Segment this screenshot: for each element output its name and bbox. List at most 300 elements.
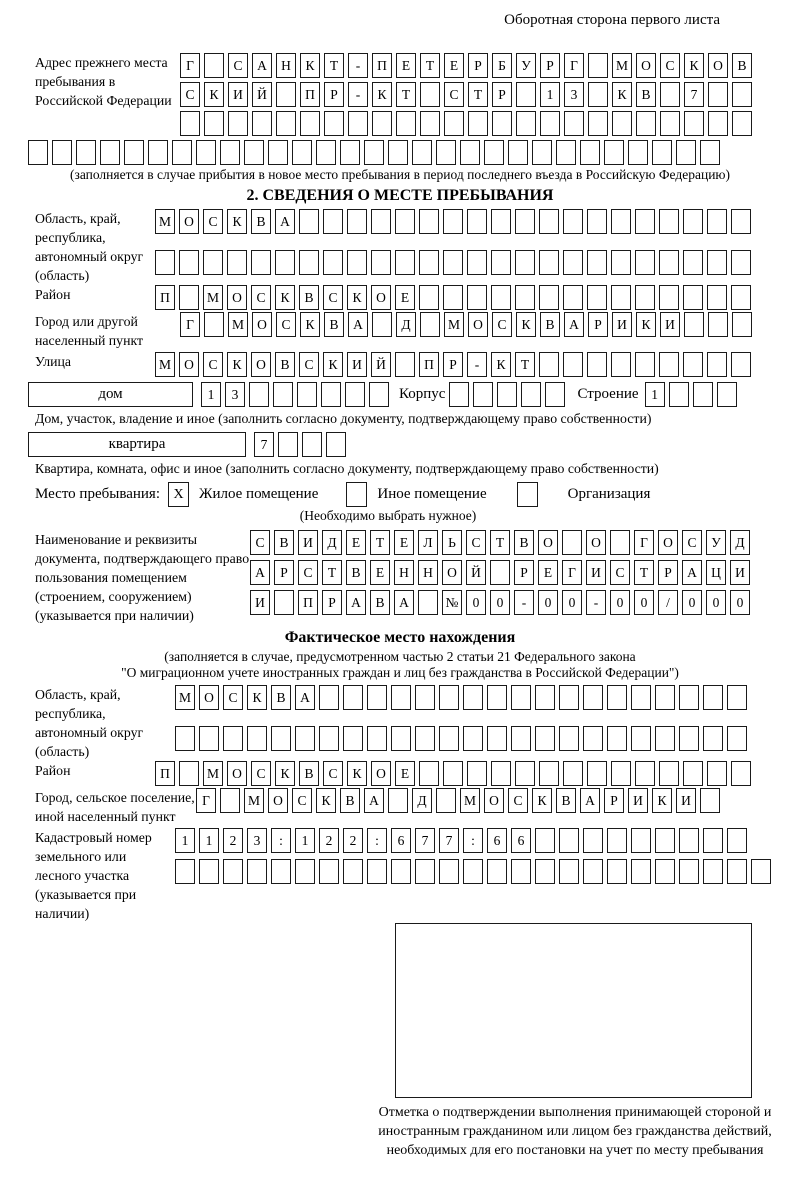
char-cell[interactable]: Т <box>324 53 344 78</box>
char-cell[interactable] <box>292 140 312 165</box>
char-cell[interactable]: Л <box>418 530 438 555</box>
char-cell[interactable]: О <box>371 285 391 310</box>
char-cell[interactable] <box>467 285 487 310</box>
char-cell[interactable]: 6 <box>487 828 507 853</box>
char-cell[interactable] <box>439 726 459 751</box>
char-cell[interactable] <box>419 761 439 786</box>
char-cell[interactable]: М <box>175 685 195 710</box>
char-cell[interactable] <box>683 285 703 310</box>
char-cell[interactable]: 3 <box>564 82 584 107</box>
char-cell[interactable] <box>708 312 728 337</box>
char-cell[interactable] <box>179 761 199 786</box>
char-cell[interactable] <box>583 726 603 751</box>
char-cell[interactable] <box>684 111 704 136</box>
char-cell[interactable] <box>727 828 747 853</box>
char-cell[interactable] <box>372 312 392 337</box>
char-cell[interactable]: П <box>419 352 439 377</box>
char-cell[interactable] <box>607 726 627 751</box>
char-cell[interactable] <box>659 285 679 310</box>
char-cell[interactable]: О <box>636 53 656 78</box>
char-cell[interactable] <box>636 111 656 136</box>
char-cell[interactable] <box>511 685 531 710</box>
char-cell[interactable] <box>295 859 315 884</box>
char-cell[interactable] <box>700 140 720 165</box>
char-cell[interactable] <box>203 250 223 275</box>
char-cell[interactable]: Р <box>658 560 678 585</box>
char-cell[interactable]: 1 <box>645 382 665 407</box>
char-cell[interactable] <box>180 111 200 136</box>
char-cell[interactable]: Д <box>396 312 416 337</box>
char-cell[interactable] <box>580 140 600 165</box>
char-cell[interactable] <box>515 285 535 310</box>
char-cell[interactable] <box>559 726 579 751</box>
char-cell[interactable]: С <box>298 560 318 585</box>
char-cell[interactable] <box>732 111 752 136</box>
char-cell[interactable] <box>545 382 565 407</box>
char-cell[interactable]: 0 <box>538 590 558 615</box>
char-cell[interactable]: И <box>628 788 648 813</box>
char-cell[interactable] <box>511 726 531 751</box>
char-cell[interactable] <box>319 685 339 710</box>
char-cell[interactable]: И <box>586 560 606 585</box>
char-cell[interactable] <box>604 140 624 165</box>
char-cell[interactable]: О <box>179 352 199 377</box>
char-cell[interactable] <box>124 140 144 165</box>
char-cell[interactable]: 1 <box>199 828 219 853</box>
char-cell[interactable] <box>521 382 541 407</box>
char-cell[interactable]: Д <box>412 788 432 813</box>
char-cell[interactable]: О <box>484 788 504 813</box>
char-cell[interactable] <box>559 859 579 884</box>
char-cell[interactable]: С <box>276 312 296 337</box>
char-cell[interactable]: Д <box>322 530 342 555</box>
checkbox-zhiloe[interactable]: X <box>168 482 189 507</box>
char-cell[interactable]: Й <box>466 560 486 585</box>
char-cell[interactable]: И <box>612 312 632 337</box>
char-cell[interactable] <box>703 726 723 751</box>
char-cell[interactable]: В <box>274 530 294 555</box>
char-cell[interactable] <box>611 761 631 786</box>
char-cell[interactable]: Т <box>634 560 654 585</box>
char-cell[interactable] <box>468 111 488 136</box>
char-cell[interactable]: К <box>316 788 336 813</box>
char-cell[interactable]: М <box>203 761 223 786</box>
char-cell[interactable] <box>703 828 723 853</box>
char-cell[interactable] <box>463 685 483 710</box>
char-cell[interactable]: М <box>155 209 175 234</box>
char-cell[interactable]: О <box>268 788 288 813</box>
char-cell[interactable] <box>490 560 510 585</box>
char-cell[interactable]: Е <box>394 530 414 555</box>
char-cell[interactable] <box>179 285 199 310</box>
checkbox-organizaciya[interactable] <box>517 482 538 507</box>
char-cell[interactable] <box>515 761 535 786</box>
char-cell[interactable] <box>391 859 411 884</box>
char-cell[interactable] <box>348 111 368 136</box>
char-cell[interactable]: О <box>538 530 558 555</box>
char-cell[interactable] <box>220 140 240 165</box>
char-cell[interactable]: 1 <box>201 382 221 407</box>
char-cell[interactable] <box>300 111 320 136</box>
char-cell[interactable] <box>693 382 713 407</box>
char-cell[interactable]: Г <box>634 530 654 555</box>
char-cell[interactable]: 0 <box>730 590 750 615</box>
char-cell[interactable] <box>367 859 387 884</box>
char-cell[interactable]: А <box>346 590 366 615</box>
char-cell[interactable] <box>683 250 703 275</box>
char-cell[interactable] <box>587 761 607 786</box>
char-cell[interactable] <box>473 382 493 407</box>
char-cell[interactable]: А <box>252 53 272 78</box>
char-cell[interactable]: 3 <box>247 828 267 853</box>
char-cell[interactable]: Р <box>468 53 488 78</box>
char-cell[interactable]: Р <box>322 590 342 615</box>
char-cell[interactable]: 0 <box>706 590 726 615</box>
char-cell[interactable]: П <box>155 285 175 310</box>
char-cell[interactable] <box>535 859 555 884</box>
char-cell[interactable]: А <box>250 560 270 585</box>
char-cell[interactable] <box>659 250 679 275</box>
char-cell[interactable] <box>319 859 339 884</box>
char-cell[interactable] <box>415 859 435 884</box>
char-cell[interactable]: С <box>660 53 680 78</box>
char-cell[interactable]: Е <box>370 560 390 585</box>
char-cell[interactable] <box>700 788 720 813</box>
char-cell[interactable]: В <box>299 761 319 786</box>
char-cell[interactable] <box>395 250 415 275</box>
char-cell[interactable] <box>607 828 627 853</box>
char-cell[interactable]: С <box>250 530 270 555</box>
char-cell[interactable]: К <box>275 761 295 786</box>
char-cell[interactable] <box>659 352 679 377</box>
char-cell[interactable]: К <box>347 761 367 786</box>
char-cell[interactable]: В <box>324 312 344 337</box>
char-cell[interactable]: И <box>730 560 750 585</box>
char-cell[interactable] <box>731 285 751 310</box>
char-cell[interactable]: С <box>466 530 486 555</box>
char-cell[interactable] <box>324 111 344 136</box>
char-cell[interactable] <box>347 250 367 275</box>
char-cell[interactable] <box>556 140 576 165</box>
char-cell[interactable] <box>415 726 435 751</box>
char-cell[interactable] <box>611 352 631 377</box>
char-cell[interactable]: И <box>660 312 680 337</box>
char-cell[interactable] <box>717 382 737 407</box>
char-cell[interactable] <box>175 726 195 751</box>
char-cell[interactable]: 0 <box>490 590 510 615</box>
char-cell[interactable] <box>412 140 432 165</box>
char-cell[interactable]: И <box>250 590 270 615</box>
char-cell[interactable]: К <box>300 312 320 337</box>
char-cell[interactable] <box>588 53 608 78</box>
char-cell[interactable] <box>297 382 317 407</box>
char-cell[interactable]: 6 <box>391 828 411 853</box>
char-cell[interactable] <box>683 209 703 234</box>
char-cell[interactable] <box>539 209 559 234</box>
char-cell[interactable] <box>444 111 464 136</box>
char-cell[interactable] <box>564 111 584 136</box>
char-cell[interactable] <box>228 111 248 136</box>
char-cell[interactable] <box>535 726 555 751</box>
char-cell[interactable]: Е <box>444 53 464 78</box>
char-cell[interactable] <box>295 726 315 751</box>
char-cell[interactable]: 0 <box>466 590 486 615</box>
char-cell[interactable] <box>587 352 607 377</box>
char-cell[interactable]: 1 <box>175 828 195 853</box>
char-cell[interactable] <box>369 382 389 407</box>
char-cell[interactable]: 7 <box>684 82 704 107</box>
char-cell[interactable] <box>628 140 648 165</box>
char-cell[interactable]: К <box>684 53 704 78</box>
char-cell[interactable] <box>635 285 655 310</box>
char-cell[interactable]: О <box>179 209 199 234</box>
char-cell[interactable] <box>635 209 655 234</box>
char-cell[interactable]: - <box>348 82 368 107</box>
char-cell[interactable] <box>635 250 655 275</box>
char-cell[interactable] <box>751 859 771 884</box>
char-cell[interactable] <box>679 859 699 884</box>
char-cell[interactable]: В <box>540 312 560 337</box>
char-cell[interactable]: О <box>227 285 247 310</box>
char-cell[interactable]: С <box>251 285 271 310</box>
char-cell[interactable] <box>539 352 559 377</box>
char-cell[interactable] <box>539 250 559 275</box>
char-cell[interactable]: А <box>364 788 384 813</box>
char-cell[interactable] <box>487 685 507 710</box>
char-cell[interactable] <box>439 685 459 710</box>
char-cell[interactable] <box>463 726 483 751</box>
char-cell[interactable]: Т <box>515 352 535 377</box>
char-cell[interactable] <box>676 140 696 165</box>
char-cell[interactable] <box>199 726 219 751</box>
char-cell[interactable]: М <box>444 312 464 337</box>
char-cell[interactable] <box>395 352 415 377</box>
char-cell[interactable] <box>559 685 579 710</box>
char-cell[interactable]: С <box>299 352 319 377</box>
char-cell[interactable] <box>100 140 120 165</box>
char-cell[interactable]: Е <box>538 560 558 585</box>
char-cell[interactable] <box>252 111 272 136</box>
char-cell[interactable] <box>497 382 517 407</box>
char-cell[interactable] <box>251 250 271 275</box>
char-cell[interactable]: Б <box>492 53 512 78</box>
char-cell[interactable] <box>515 209 535 234</box>
char-cell[interactable]: В <box>251 209 271 234</box>
char-cell[interactable] <box>631 685 651 710</box>
char-cell[interactable] <box>631 726 651 751</box>
char-cell[interactable] <box>610 530 630 555</box>
char-cell[interactable]: П <box>298 590 318 615</box>
char-cell[interactable] <box>467 209 487 234</box>
char-cell[interactable] <box>539 285 559 310</box>
char-cell[interactable]: 0 <box>682 590 702 615</box>
char-cell[interactable]: 2 <box>343 828 363 853</box>
char-cell[interactable]: С <box>292 788 312 813</box>
char-cell[interactable] <box>562 530 582 555</box>
char-cell[interactable]: : <box>367 828 387 853</box>
char-cell[interactable] <box>460 140 480 165</box>
char-cell[interactable]: И <box>228 82 248 107</box>
char-cell[interactable]: - <box>348 53 368 78</box>
char-cell[interactable] <box>731 209 751 234</box>
char-cell[interactable] <box>179 250 199 275</box>
char-cell[interactable] <box>372 111 392 136</box>
char-cell[interactable] <box>247 726 267 751</box>
char-cell[interactable] <box>276 111 296 136</box>
char-cell[interactable] <box>679 685 699 710</box>
char-cell[interactable]: М <box>612 53 632 78</box>
char-cell[interactable]: М <box>228 312 248 337</box>
char-cell[interactable]: Р <box>324 82 344 107</box>
char-cell[interactable] <box>511 859 531 884</box>
char-cell[interactable] <box>371 209 391 234</box>
char-cell[interactable]: : <box>463 828 483 853</box>
char-cell[interactable] <box>343 726 363 751</box>
char-cell[interactable]: Ь <box>442 530 462 555</box>
char-cell[interactable]: В <box>275 352 295 377</box>
char-cell[interactable] <box>563 250 583 275</box>
char-cell[interactable] <box>727 726 747 751</box>
char-cell[interactable] <box>364 140 384 165</box>
char-cell[interactable] <box>371 250 391 275</box>
char-cell[interactable]: К <box>227 352 247 377</box>
char-cell[interactable] <box>52 140 72 165</box>
char-cell[interactable] <box>587 285 607 310</box>
char-cell[interactable] <box>449 382 469 407</box>
char-cell[interactable] <box>367 685 387 710</box>
char-cell[interactable]: Й <box>252 82 272 107</box>
char-cell[interactable] <box>707 250 727 275</box>
char-cell[interactable]: С <box>508 788 528 813</box>
char-cell[interactable] <box>563 352 583 377</box>
char-cell[interactable] <box>631 859 651 884</box>
char-cell[interactable]: О <box>252 312 272 337</box>
char-cell[interactable]: Г <box>562 560 582 585</box>
char-cell[interactable] <box>388 788 408 813</box>
char-cell[interactable]: 1 <box>540 82 560 107</box>
char-cell[interactable] <box>76 140 96 165</box>
char-cell[interactable]: М <box>460 788 480 813</box>
char-cell[interactable]: Г <box>180 53 200 78</box>
char-cell[interactable] <box>508 140 528 165</box>
char-cell[interactable] <box>659 761 679 786</box>
char-cell[interactable] <box>635 352 655 377</box>
char-cell[interactable] <box>396 111 416 136</box>
char-cell[interactable]: С <box>610 560 630 585</box>
char-cell[interactable]: К <box>491 352 511 377</box>
char-cell[interactable] <box>540 111 560 136</box>
char-cell[interactable]: И <box>676 788 696 813</box>
char-cell[interactable] <box>439 859 459 884</box>
char-cell[interactable]: Т <box>370 530 390 555</box>
char-cell[interactable] <box>655 859 675 884</box>
char-cell[interactable] <box>175 859 195 884</box>
char-cell[interactable]: В <box>370 590 390 615</box>
char-cell[interactable] <box>323 250 343 275</box>
char-cell[interactable] <box>347 209 367 234</box>
char-cell[interactable] <box>299 209 319 234</box>
char-cell[interactable] <box>463 859 483 884</box>
char-cell[interactable] <box>196 140 216 165</box>
char-cell[interactable] <box>467 761 487 786</box>
char-cell[interactable] <box>559 828 579 853</box>
char-cell[interactable] <box>731 352 751 377</box>
char-cell[interactable] <box>273 382 293 407</box>
char-cell[interactable] <box>727 859 747 884</box>
char-cell[interactable] <box>276 82 296 107</box>
char-cell[interactable]: С <box>492 312 512 337</box>
char-cell[interactable] <box>731 250 751 275</box>
char-cell[interactable] <box>299 250 319 275</box>
char-cell[interactable]: Е <box>346 530 366 555</box>
char-cell[interactable]: О <box>227 761 247 786</box>
char-cell[interactable] <box>223 726 243 751</box>
char-cell[interactable]: С <box>251 761 271 786</box>
char-cell[interactable] <box>199 859 219 884</box>
char-cell[interactable]: Р <box>540 53 560 78</box>
char-cell[interactable]: И <box>298 530 318 555</box>
char-cell[interactable]: А <box>295 685 315 710</box>
char-cell[interactable] <box>467 250 487 275</box>
char-cell[interactable]: С <box>444 82 464 107</box>
char-cell[interactable] <box>278 432 298 457</box>
char-cell[interactable] <box>367 726 387 751</box>
char-cell[interactable]: В <box>340 788 360 813</box>
char-cell[interactable] <box>516 82 536 107</box>
char-cell[interactable] <box>345 382 365 407</box>
char-cell[interactable] <box>731 761 751 786</box>
char-cell[interactable]: А <box>275 209 295 234</box>
char-cell[interactable] <box>419 250 439 275</box>
char-cell[interactable] <box>204 53 224 78</box>
char-cell[interactable] <box>487 726 507 751</box>
char-cell[interactable]: Р <box>588 312 608 337</box>
char-cell[interactable] <box>583 859 603 884</box>
char-cell[interactable]: О <box>586 530 606 555</box>
char-cell[interactable]: В <box>346 560 366 585</box>
char-cell[interactable]: Т <box>396 82 416 107</box>
char-cell[interactable]: А <box>682 560 702 585</box>
char-cell[interactable] <box>683 352 703 377</box>
char-cell[interactable]: К <box>323 352 343 377</box>
char-cell[interactable] <box>679 828 699 853</box>
char-cell[interactable]: П <box>372 53 392 78</box>
char-cell[interactable] <box>271 726 291 751</box>
char-cell[interactable] <box>732 82 752 107</box>
char-cell[interactable]: А <box>394 590 414 615</box>
char-cell[interactable] <box>247 859 267 884</box>
char-cell[interactable] <box>563 209 583 234</box>
char-cell[interactable]: Г <box>564 53 584 78</box>
char-cell[interactable] <box>491 761 511 786</box>
char-cell[interactable]: А <box>564 312 584 337</box>
char-cell[interactable] <box>587 250 607 275</box>
char-cell[interactable] <box>655 726 675 751</box>
char-cell[interactable]: П <box>155 761 175 786</box>
char-cell[interactable]: Н <box>276 53 296 78</box>
char-cell[interactable] <box>669 382 689 407</box>
char-cell[interactable]: С <box>323 285 343 310</box>
char-cell[interactable] <box>443 209 463 234</box>
char-cell[interactable] <box>660 111 680 136</box>
char-cell[interactable] <box>244 140 264 165</box>
char-cell[interactable] <box>172 140 192 165</box>
char-cell[interactable]: С <box>323 761 343 786</box>
char-cell[interactable] <box>271 859 291 884</box>
char-cell[interactable]: А <box>580 788 600 813</box>
char-cell[interactable] <box>583 685 603 710</box>
char-cell[interactable]: О <box>658 530 678 555</box>
